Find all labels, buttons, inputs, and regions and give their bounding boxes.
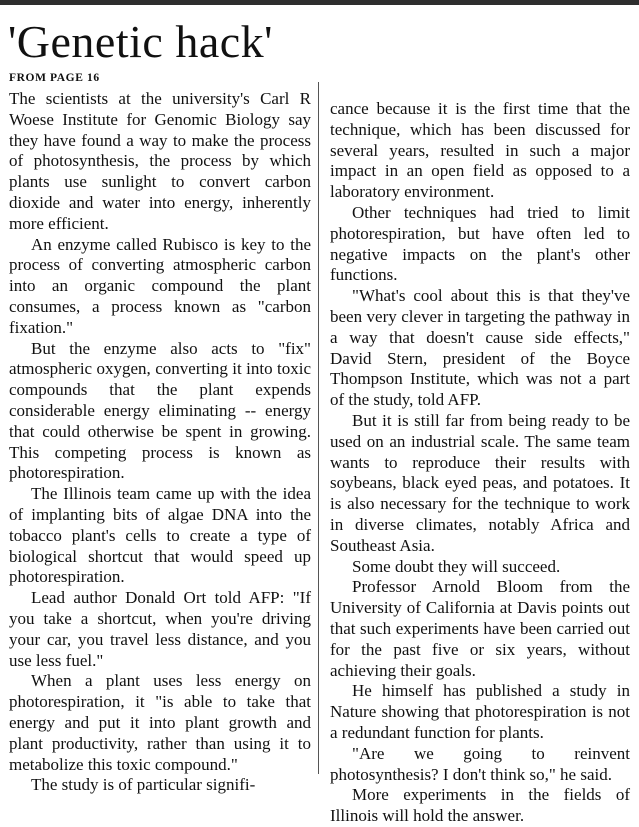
paragraph: But the enzyme also acts to "fix" atmospheric oxygen, converting it into toxic compounds that the plant expends considerable energy eliminating -- energy that could otherwise be spent in growing. This competing process is known as photorespiration. (9, 338, 311, 483)
paragraph: Other techniques had tried to limit photorespiration, but have often led to negative impacts on the plant's other functions. (330, 202, 630, 285)
paragraph: The study is of particular signifi- (31, 775, 256, 795)
paragraph: "Are we going to reinvent photosynthesis? I don't think so," he said. (330, 743, 630, 784)
paragraph: Professor Arnold Bloom from the University of California at Davis points out that such experiments have been carried out for the past five or six years, without achieving their goals. (330, 577, 630, 680)
paragraph: But it is still far from being ready to be used on an industrial scale. The same team wants to reproduce their results with soybeans, black eyed peas, and potatoes. It is also necessary for the technique to work in diverse climates, notably Africa and Southeast Asia. (330, 410, 630, 555)
article-column-right (330, 99, 630, 827)
column-divider (318, 82, 319, 774)
top-border (0, 0, 639, 5)
headline: 'Genetic hack' (8, 16, 273, 67)
paragraph: The scientists at the university's Carl R Woese Institute for Genomic Biology say they have found a way to make the process of photosynthesis, the process by which plants use sunlight to convert carbon dioxide and water into energy, inherently more efficient. (9, 89, 311, 233)
paragraph: "What's cool about this is that they've been very clever in targeting the pathway in a way that doesn't cause side effects," David Stern, president of the Boyce Thompson Institute, which was not a part of the study, told AFP. (330, 286, 630, 410)
paragraph: An enzyme called Rubisco is key to the process of converting atmospheric carbon into an organic compound the plant consumes, a process known as "carbon fixation." (9, 234, 311, 337)
paragraph: The Illinois team came up with the idea of implanting bits of algae DNA into the tobacco plant's cells to create a type of biological shortcut that would speed up photorespiration. (9, 484, 311, 587)
paragraph: Some doubt they will succeed. (352, 556, 561, 576)
paragraph: More experiments in the fields of Illinois will hold the answer. (330, 785, 630, 826)
paragraph: Lead author Donald Ort told AFP: "If you take a shortcut, when you're driving your car, you travel less distance, and you use less fuel." (9, 588, 311, 670)
continued-from-label: FROM PAGE 16 (9, 72, 100, 84)
article-column-left (9, 89, 311, 796)
paragraph: cance because it is the first time that the technique, which has been discussed for several years, resulted in such a major impact in an open field as opposed to a laboratory environment. (330, 99, 630, 202)
paragraph: When a plant uses less energy on photorespiration, it "is able to take that energy and put it into plant growth and plant productivity, rather than using it to metabolize this toxic compound." (9, 671, 311, 774)
paragraph: He himself has published a study in Nature showing that photorespiration is not a redundant function for plants. (330, 681, 630, 742)
